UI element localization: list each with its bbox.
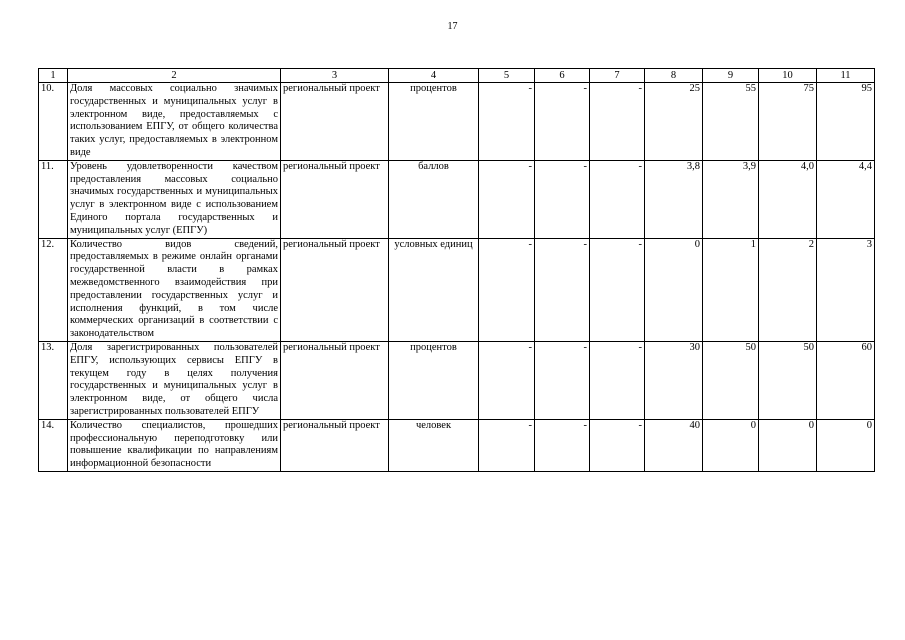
value-col-7: -: [590, 160, 645, 238]
page-number: 17: [447, 21, 458, 32]
indicator-level: региональный проект: [281, 83, 389, 161]
indicator-description: Уровень удовлетворенности качеством предоставления массовых социально значимых государственных и муниципальных услуг в электронном виде с использованием Единого портала государственных и муниципальных услуг (ЕПГУ): [68, 160, 281, 238]
value-col-9: 3,9: [703, 160, 759, 238]
value-col-7: -: [590, 83, 645, 161]
value-col-10: 2: [759, 238, 817, 341]
value-col-8: 40: [645, 419, 703, 471]
indicator-unit: процентов: [389, 83, 479, 161]
value-col-9: 1: [703, 238, 759, 341]
column-header: 11: [817, 69, 875, 83]
indicator-description: Количество специалистов, прошедших профессиональную переподготовку или повышение квалификации по направлениям информационной безопасности: [68, 419, 281, 471]
value-col-5: -: [479, 160, 535, 238]
value-col-7: -: [590, 238, 645, 341]
value-col-5: -: [479, 83, 535, 161]
column-number-row: [39, 69, 875, 83]
value-col-6: -: [535, 419, 590, 471]
value-col-8: 3,8: [645, 160, 703, 238]
value-col-6: -: [535, 238, 590, 341]
indicator-unit: процентов: [389, 341, 479, 419]
column-header: 4: [389, 69, 479, 83]
indicator-unit: человек: [389, 419, 479, 471]
value-col-11: 60: [817, 341, 875, 419]
value-col-9: 50: [703, 341, 759, 419]
row-number: 14.: [39, 419, 68, 471]
value-col-6: -: [535, 83, 590, 161]
column-header: 7: [590, 69, 645, 83]
row-number: 11.: [39, 160, 68, 238]
column-header: 6: [535, 69, 590, 83]
indicator-unit: условных единиц: [389, 238, 479, 341]
value-col-7: -: [590, 419, 645, 471]
column-header: 10: [759, 69, 817, 83]
indicator-level: региональный проект: [281, 160, 389, 238]
value-col-11: 95: [817, 83, 875, 161]
value-col-5: -: [479, 341, 535, 419]
value-col-11: 0: [817, 419, 875, 471]
table-row: [39, 238, 875, 341]
indicator-unit: баллов: [389, 160, 479, 238]
value-col-8: 30: [645, 341, 703, 419]
indicator-level: региональный проект: [281, 238, 389, 341]
value-col-11: 4,4: [817, 160, 875, 238]
value-col-7: -: [590, 341, 645, 419]
value-col-6: -: [535, 341, 590, 419]
value-col-9: 55: [703, 83, 759, 161]
value-col-10: 4,0: [759, 160, 817, 238]
value-col-8: 25: [645, 83, 703, 161]
value-col-5: -: [479, 419, 535, 471]
indicator-description: Доля зарегистрированных пользователей ЕПГУ, использующих сервисы ЕПГУ в текущем году в целях получения государственных и муниципальных услуг в электронном виде, от общего числа зарегистрированных пользователей ЕПГУ: [68, 341, 281, 419]
column-header: 2: [68, 69, 281, 83]
value-col-8: 0: [645, 238, 703, 341]
column-header: 1: [39, 69, 68, 83]
value-col-5: -: [479, 238, 535, 341]
row-number: 10.: [39, 83, 68, 161]
column-header: 5: [479, 69, 535, 83]
column-header: 9: [703, 69, 759, 83]
value-col-11: 3: [817, 238, 875, 341]
table-row: [39, 160, 875, 238]
table-row: [39, 341, 875, 419]
value-col-6: -: [535, 160, 590, 238]
table-row: [39, 419, 875, 471]
indicator-level: региональный проект: [281, 341, 389, 419]
indicator-level: региональный проект: [281, 419, 389, 471]
value-col-10: 75: [759, 83, 817, 161]
table-row: [39, 83, 875, 161]
row-number: 12.: [39, 238, 68, 341]
value-col-10: 50: [759, 341, 817, 419]
column-header: 8: [645, 69, 703, 83]
indicator-description: Доля массовых социально значимых государственных и муниципальных услуг в электронном виде, предоставляемых с использованием ЕПГУ, от общего количества таких услуг, предоставляемых в электронном виде: [68, 83, 281, 161]
column-header: 3: [281, 69, 389, 83]
indicator-description: Количество видов сведений, предоставляемых в режиме онлайн органами государственной власти в рамках межведомственного взаимодействия при предоставлении государственных услуг и исполнения функций, в том числе коммерческих организаций в соответствии с законодательством: [68, 238, 281, 341]
indicators-table: [38, 68, 875, 472]
row-number: 13.: [39, 341, 68, 419]
value-col-10: 0: [759, 419, 817, 471]
value-col-9: 0: [703, 419, 759, 471]
